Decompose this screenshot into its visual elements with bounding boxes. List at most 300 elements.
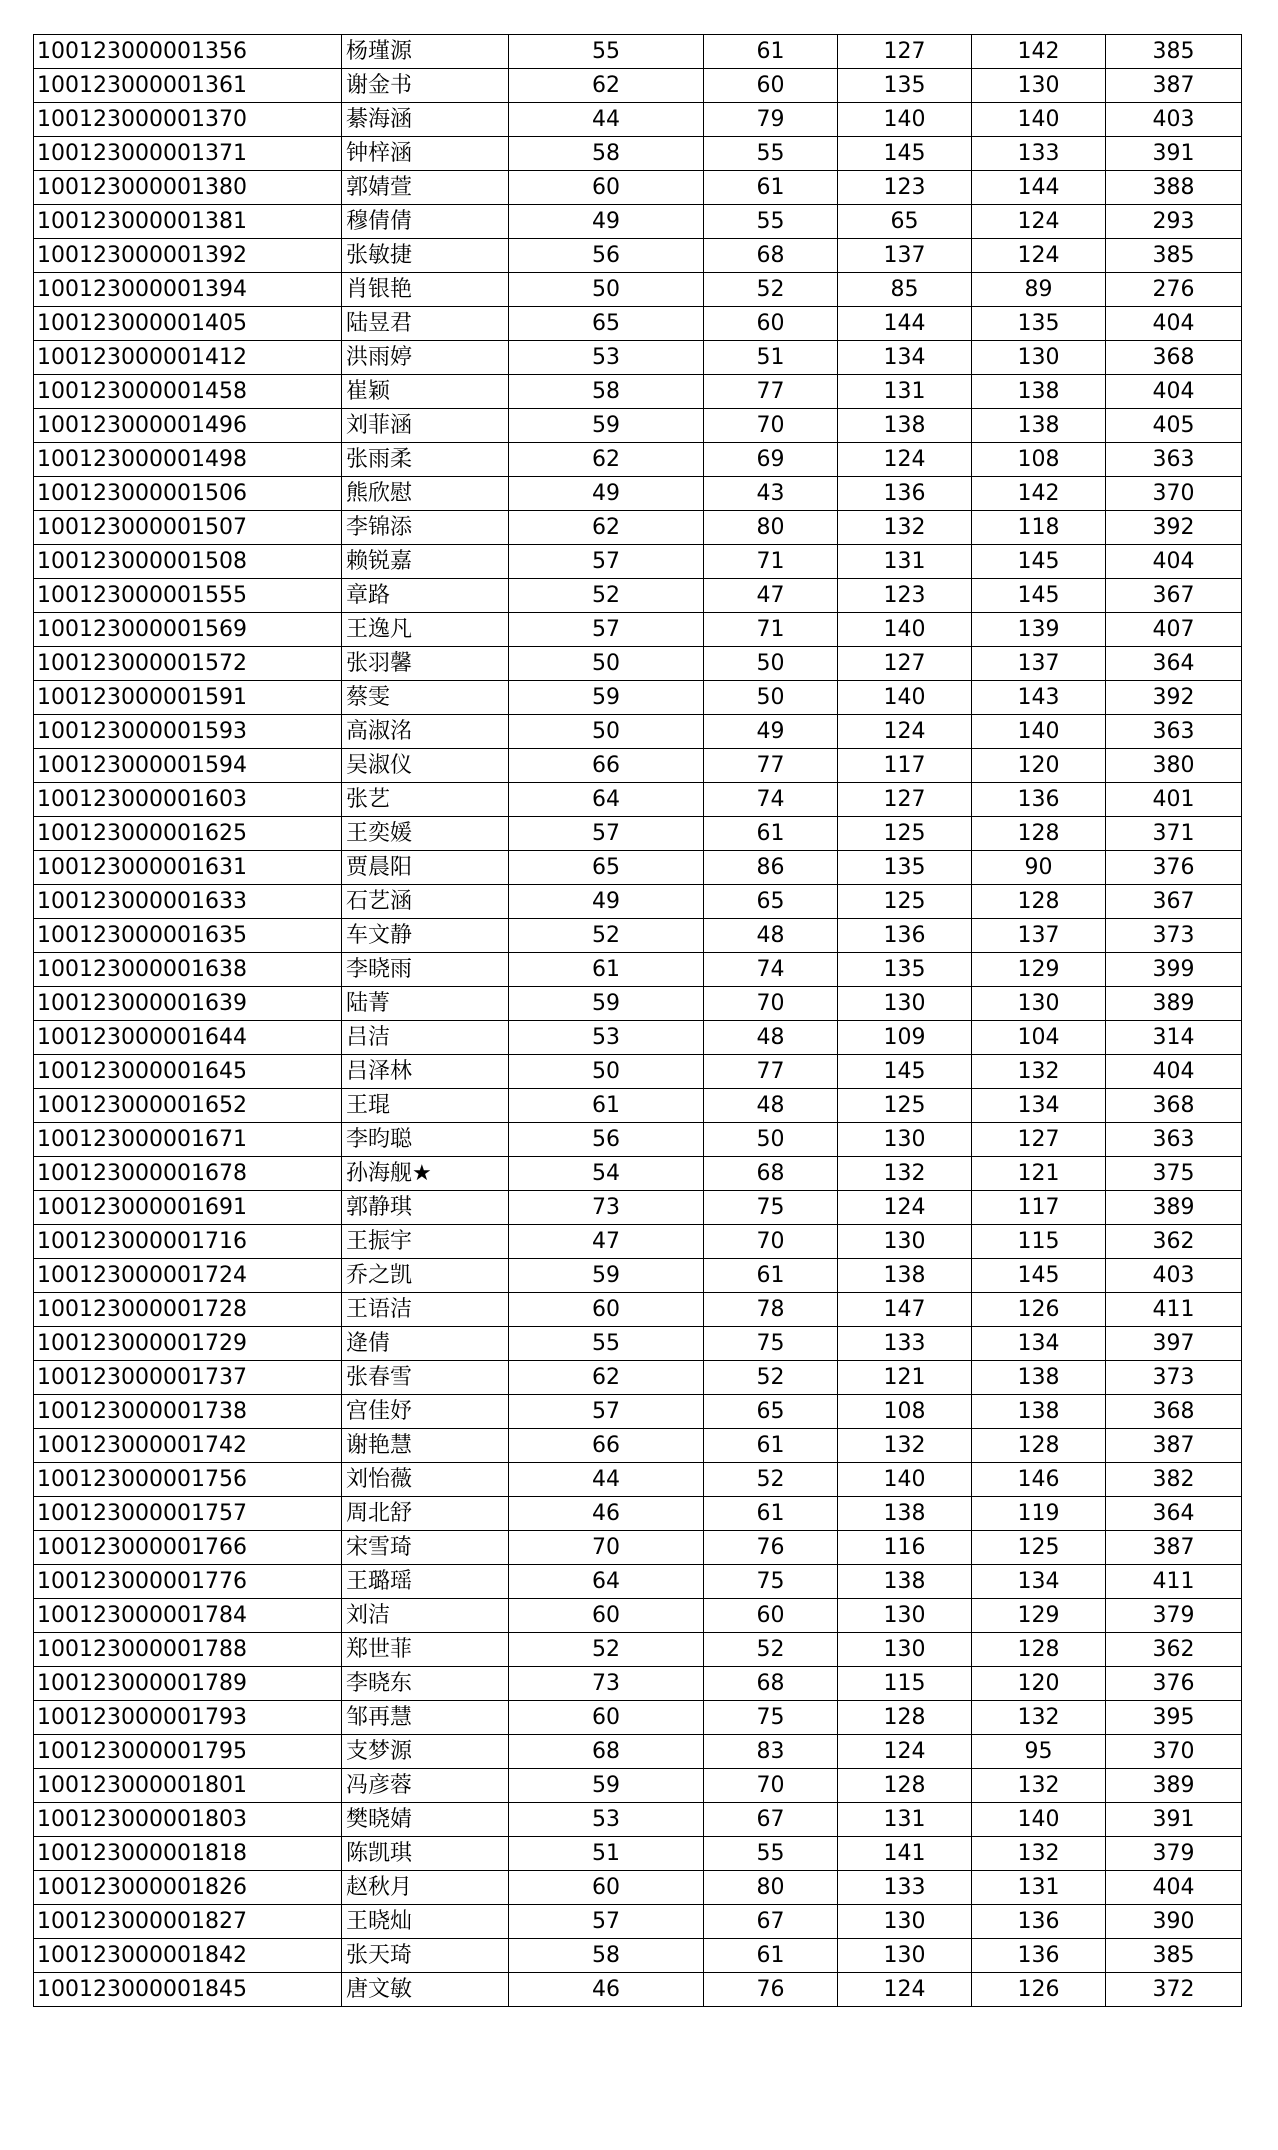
score-cell-3: 145 bbox=[838, 137, 972, 171]
exam-id-cell: 100123000001638 bbox=[34, 953, 342, 987]
score-cell-3: 115 bbox=[838, 1667, 972, 1701]
score-cell-3: 136 bbox=[838, 919, 972, 953]
table-row bbox=[34, 885, 1242, 919]
score-cell-2: 70 bbox=[704, 1769, 838, 1803]
score-cell-1: 62 bbox=[509, 443, 704, 477]
score-cell-4: 108 bbox=[972, 443, 1106, 477]
total-score-cell: 363 bbox=[1106, 443, 1242, 477]
score-cell-3: 130 bbox=[838, 1633, 972, 1667]
exam-id-cell: 100123000001635 bbox=[34, 919, 342, 953]
student-name-cell: 周北舒 bbox=[342, 1497, 509, 1531]
score-cell-4: 144 bbox=[972, 171, 1106, 205]
table-row bbox=[34, 1361, 1242, 1395]
score-cell-2: 61 bbox=[704, 817, 838, 851]
score-cell-2: 79 bbox=[704, 103, 838, 137]
score-cell-1: 52 bbox=[509, 1633, 704, 1667]
table-row bbox=[34, 1769, 1242, 1803]
score-cell-1: 59 bbox=[509, 1259, 704, 1293]
exam-id-cell: 100123000001631 bbox=[34, 851, 342, 885]
student-name-cell: 李晓东 bbox=[342, 1667, 509, 1701]
total-score-cell: 363 bbox=[1106, 715, 1242, 749]
student-name-cell: 肖银艳 bbox=[342, 273, 509, 307]
total-score-cell: 395 bbox=[1106, 1701, 1242, 1735]
score-cell-2: 68 bbox=[704, 239, 838, 273]
score-cell-1: 65 bbox=[509, 851, 704, 885]
student-name-cell: 陈凯琪 bbox=[342, 1837, 509, 1871]
score-cell-1: 58 bbox=[509, 1939, 704, 1973]
student-name-cell: 宫佳妤 bbox=[342, 1395, 509, 1429]
score-cell-4: 120 bbox=[972, 749, 1106, 783]
exam-id-cell: 100123000001737 bbox=[34, 1361, 342, 1395]
score-cell-4: 132 bbox=[972, 1701, 1106, 1735]
score-cell-4: 134 bbox=[972, 1089, 1106, 1123]
exam-id-cell: 100123000001757 bbox=[34, 1497, 342, 1531]
score-cell-4: 138 bbox=[972, 1361, 1106, 1395]
total-score-cell: 391 bbox=[1106, 1803, 1242, 1837]
score-cell-1: 52 bbox=[509, 579, 704, 613]
score-cell-3: 127 bbox=[838, 647, 972, 681]
exam-id-cell: 100123000001776 bbox=[34, 1565, 342, 1599]
exam-id-cell: 100123000001506 bbox=[34, 477, 342, 511]
student-name-cell: 张雨柔 bbox=[342, 443, 509, 477]
score-cell-1: 59 bbox=[509, 681, 704, 715]
exam-id-cell: 100123000001756 bbox=[34, 1463, 342, 1497]
score-cell-1: 61 bbox=[509, 1089, 704, 1123]
score-cell-1: 55 bbox=[509, 35, 704, 69]
table-row bbox=[34, 919, 1242, 953]
student-name-cell: 洪雨婷 bbox=[342, 341, 509, 375]
score-cell-4: 128 bbox=[972, 817, 1106, 851]
score-cell-1: 58 bbox=[509, 375, 704, 409]
student-name-cell: 王振宇 bbox=[342, 1225, 509, 1259]
student-name-cell: 孙海舰★ bbox=[342, 1157, 509, 1191]
score-cell-2: 67 bbox=[704, 1905, 838, 1939]
score-cell-2: 50 bbox=[704, 1123, 838, 1157]
score-cell-2: 55 bbox=[704, 1837, 838, 1871]
total-score-cell: 370 bbox=[1106, 1735, 1242, 1769]
exam-id-cell: 100123000001507 bbox=[34, 511, 342, 545]
score-cell-3: 135 bbox=[838, 953, 972, 987]
student-name-cell: 钟梓涵 bbox=[342, 137, 509, 171]
student-name-cell: 穆倩倩 bbox=[342, 205, 509, 239]
student-name-cell: 郭婧萱 bbox=[342, 171, 509, 205]
score-cell-1: 56 bbox=[509, 239, 704, 273]
score-cell-3: 125 bbox=[838, 1089, 972, 1123]
exam-id-cell: 100123000001381 bbox=[34, 205, 342, 239]
table-row bbox=[34, 1463, 1242, 1497]
table-row bbox=[34, 1871, 1242, 1905]
score-cell-3: 138 bbox=[838, 409, 972, 443]
table-row bbox=[34, 987, 1242, 1021]
total-score-cell: 372 bbox=[1106, 1973, 1242, 2007]
score-cell-4: 124 bbox=[972, 205, 1106, 239]
score-cell-2: 60 bbox=[704, 1599, 838, 1633]
score-cell-2: 51 bbox=[704, 341, 838, 375]
total-score-cell: 368 bbox=[1106, 341, 1242, 375]
exam-id-cell: 100123000001671 bbox=[34, 1123, 342, 1157]
score-cell-2: 70 bbox=[704, 987, 838, 1021]
exam-id-cell: 100123000001728 bbox=[34, 1293, 342, 1327]
exam-id-cell: 100123000001361 bbox=[34, 69, 342, 103]
score-cell-4: 145 bbox=[972, 545, 1106, 579]
score-cell-2: 77 bbox=[704, 1055, 838, 1089]
score-cell-2: 70 bbox=[704, 409, 838, 443]
score-cell-3: 124 bbox=[838, 1973, 972, 2007]
table-row bbox=[34, 409, 1242, 443]
total-score-cell: 401 bbox=[1106, 783, 1242, 817]
total-score-cell: 388 bbox=[1106, 171, 1242, 205]
score-cell-4: 132 bbox=[972, 1769, 1106, 1803]
table-row bbox=[34, 851, 1242, 885]
student-name-cell: 乔之凯 bbox=[342, 1259, 509, 1293]
score-cell-2: 61 bbox=[704, 35, 838, 69]
exam-id-cell: 100123000001818 bbox=[34, 1837, 342, 1871]
student-name-cell: 綦海涵 bbox=[342, 103, 509, 137]
exam-id-cell: 100123000001803 bbox=[34, 1803, 342, 1837]
table-row bbox=[34, 1157, 1242, 1191]
table-row bbox=[34, 1191, 1242, 1225]
score-cell-3: 131 bbox=[838, 1803, 972, 1837]
student-name-cell: 支梦源 bbox=[342, 1735, 509, 1769]
score-cell-2: 80 bbox=[704, 1871, 838, 1905]
exam-id-cell: 100123000001594 bbox=[34, 749, 342, 783]
student-name-cell: 王璐瑶 bbox=[342, 1565, 509, 1599]
score-cell-1: 68 bbox=[509, 1735, 704, 1769]
student-name-cell: 车文静 bbox=[342, 919, 509, 953]
total-score-cell: 403 bbox=[1106, 1259, 1242, 1293]
exam-id-cell: 100123000001716 bbox=[34, 1225, 342, 1259]
score-cell-1: 62 bbox=[509, 69, 704, 103]
score-cell-4: 115 bbox=[972, 1225, 1106, 1259]
total-score-cell: 404 bbox=[1106, 375, 1242, 409]
score-cell-4: 118 bbox=[972, 511, 1106, 545]
score-cell-2: 65 bbox=[704, 1395, 838, 1429]
exam-id-cell: 100123000001380 bbox=[34, 171, 342, 205]
score-cell-2: 52 bbox=[704, 1633, 838, 1667]
score-cell-4: 136 bbox=[972, 783, 1106, 817]
table-row bbox=[34, 1225, 1242, 1259]
score-cell-2: 55 bbox=[704, 137, 838, 171]
student-name-cell: 李晓雨 bbox=[342, 953, 509, 987]
student-name-cell: 陆菁 bbox=[342, 987, 509, 1021]
score-cell-3: 128 bbox=[838, 1701, 972, 1735]
score-cell-2: 61 bbox=[704, 1939, 838, 1973]
score-cell-4: 137 bbox=[972, 647, 1106, 681]
score-cell-3: 130 bbox=[838, 987, 972, 1021]
table-row bbox=[34, 715, 1242, 749]
score-cell-3: 116 bbox=[838, 1531, 972, 1565]
score-cell-4: 134 bbox=[972, 1565, 1106, 1599]
table-row bbox=[34, 1667, 1242, 1701]
score-cell-4: 130 bbox=[972, 69, 1106, 103]
table-row bbox=[34, 749, 1242, 783]
score-cell-1: 65 bbox=[509, 307, 704, 341]
table-row bbox=[34, 1429, 1242, 1463]
total-score-cell: 376 bbox=[1106, 1667, 1242, 1701]
score-cell-1: 73 bbox=[509, 1191, 704, 1225]
score-cell-2: 69 bbox=[704, 443, 838, 477]
score-cell-3: 130 bbox=[838, 1905, 972, 1939]
score-cell-4: 119 bbox=[972, 1497, 1106, 1531]
score-cell-2: 65 bbox=[704, 885, 838, 919]
score-cell-4: 104 bbox=[972, 1021, 1106, 1055]
total-score-cell: 363 bbox=[1106, 1123, 1242, 1157]
score-cell-1: 44 bbox=[509, 1463, 704, 1497]
score-cell-3: 124 bbox=[838, 1735, 972, 1769]
score-cell-4: 89 bbox=[972, 273, 1106, 307]
score-cell-3: 65 bbox=[838, 205, 972, 239]
exam-id-cell: 100123000001508 bbox=[34, 545, 342, 579]
total-score-cell: 368 bbox=[1106, 1395, 1242, 1429]
score-cell-4: 117 bbox=[972, 1191, 1106, 1225]
total-score-cell: 373 bbox=[1106, 919, 1242, 953]
exam-id-cell: 100123000001724 bbox=[34, 1259, 342, 1293]
score-cell-1: 60 bbox=[509, 1599, 704, 1633]
score-cell-4: 139 bbox=[972, 613, 1106, 647]
student-name-cell: 邹再慧 bbox=[342, 1701, 509, 1735]
exam-id-cell: 100123000001405 bbox=[34, 307, 342, 341]
exam-id-cell: 100123000001795 bbox=[34, 1735, 342, 1769]
table-row bbox=[34, 1599, 1242, 1633]
score-cell-4: 124 bbox=[972, 239, 1106, 273]
score-cell-3: 147 bbox=[838, 1293, 972, 1327]
student-name-cell: 王琨 bbox=[342, 1089, 509, 1123]
exam-id-cell: 100123000001742 bbox=[34, 1429, 342, 1463]
score-cell-1: 64 bbox=[509, 783, 704, 817]
student-name-cell: 郭静琪 bbox=[342, 1191, 509, 1225]
student-name-cell: 郑世菲 bbox=[342, 1633, 509, 1667]
score-cell-2: 74 bbox=[704, 953, 838, 987]
score-cell-3: 127 bbox=[838, 35, 972, 69]
total-score-cell: 362 bbox=[1106, 1225, 1242, 1259]
score-cell-3: 140 bbox=[838, 1463, 972, 1497]
score-cell-3: 145 bbox=[838, 1055, 972, 1089]
total-score-cell: 392 bbox=[1106, 681, 1242, 715]
score-cell-1: 56 bbox=[509, 1123, 704, 1157]
table-row bbox=[34, 545, 1242, 579]
score-cell-1: 57 bbox=[509, 1905, 704, 1939]
score-cell-2: 83 bbox=[704, 1735, 838, 1769]
total-score-cell: 404 bbox=[1106, 545, 1242, 579]
score-cell-1: 64 bbox=[509, 1565, 704, 1599]
score-cell-1: 52 bbox=[509, 919, 704, 953]
score-cell-3: 130 bbox=[838, 1225, 972, 1259]
score-cell-4: 131 bbox=[972, 1871, 1106, 1905]
table-row bbox=[34, 1021, 1242, 1055]
total-score-cell: 385 bbox=[1106, 35, 1242, 69]
score-cell-2: 75 bbox=[704, 1327, 838, 1361]
table-row bbox=[34, 1055, 1242, 1089]
total-score-cell: 370 bbox=[1106, 477, 1242, 511]
student-name-cell: 王晓灿 bbox=[342, 1905, 509, 1939]
table-row bbox=[34, 239, 1242, 273]
score-cell-1: 59 bbox=[509, 409, 704, 443]
table-row bbox=[34, 1089, 1242, 1123]
score-cell-4: 140 bbox=[972, 715, 1106, 749]
score-cell-3: 133 bbox=[838, 1327, 972, 1361]
score-cell-4: 135 bbox=[972, 307, 1106, 341]
score-cell-4: 142 bbox=[972, 35, 1106, 69]
score-cell-3: 121 bbox=[838, 1361, 972, 1395]
score-cell-3: 127 bbox=[838, 783, 972, 817]
score-cell-2: 80 bbox=[704, 511, 838, 545]
score-cell-4: 125 bbox=[972, 1531, 1106, 1565]
score-cell-4: 145 bbox=[972, 579, 1106, 613]
exam-id-cell: 100123000001644 bbox=[34, 1021, 342, 1055]
exam-id-cell: 100123000001458 bbox=[34, 375, 342, 409]
total-score-cell: 404 bbox=[1106, 1871, 1242, 1905]
score-cell-3: 130 bbox=[838, 1123, 972, 1157]
score-cell-2: 61 bbox=[704, 1259, 838, 1293]
exam-id-cell: 100123000001826 bbox=[34, 1871, 342, 1905]
table-row bbox=[34, 1497, 1242, 1531]
score-cell-2: 50 bbox=[704, 647, 838, 681]
score-cell-2: 60 bbox=[704, 307, 838, 341]
total-score-cell: 405 bbox=[1106, 409, 1242, 443]
score-cell-1: 66 bbox=[509, 1429, 704, 1463]
score-cell-4: 132 bbox=[972, 1837, 1106, 1871]
score-cell-1: 47 bbox=[509, 1225, 704, 1259]
exam-id-cell: 100123000001412 bbox=[34, 341, 342, 375]
exam-id-cell: 100123000001603 bbox=[34, 783, 342, 817]
score-cell-2: 48 bbox=[704, 1021, 838, 1055]
score-table bbox=[33, 34, 1242, 2007]
score-cell-3: 108 bbox=[838, 1395, 972, 1429]
score-cell-3: 130 bbox=[838, 1599, 972, 1633]
student-name-cell: 张天琦 bbox=[342, 1939, 509, 1973]
score-cell-2: 68 bbox=[704, 1157, 838, 1191]
score-cell-4: 90 bbox=[972, 851, 1106, 885]
table-row bbox=[34, 1123, 1242, 1157]
student-name-cell: 章路 bbox=[342, 579, 509, 613]
table-row bbox=[34, 443, 1242, 477]
score-cell-1: 55 bbox=[509, 1327, 704, 1361]
exam-id-cell: 100123000001678 bbox=[34, 1157, 342, 1191]
total-score-cell: 407 bbox=[1106, 613, 1242, 647]
student-name-cell: 蔡雯 bbox=[342, 681, 509, 715]
table-row bbox=[34, 1803, 1242, 1837]
score-cell-1: 49 bbox=[509, 205, 704, 239]
score-cell-3: 138 bbox=[838, 1565, 972, 1599]
total-score-cell: 385 bbox=[1106, 1939, 1242, 1973]
score-cell-4: 126 bbox=[972, 1973, 1106, 2007]
table-row bbox=[34, 1531, 1242, 1565]
score-cell-3: 141 bbox=[838, 1837, 972, 1871]
score-cell-3: 144 bbox=[838, 307, 972, 341]
score-cell-3: 135 bbox=[838, 69, 972, 103]
score-cell-2: 67 bbox=[704, 1803, 838, 1837]
score-cell-1: 59 bbox=[509, 987, 704, 1021]
score-cell-3: 124 bbox=[838, 715, 972, 749]
total-score-cell: 411 bbox=[1106, 1565, 1242, 1599]
table-row bbox=[34, 647, 1242, 681]
score-cell-2: 78 bbox=[704, 1293, 838, 1327]
score-cell-2: 76 bbox=[704, 1973, 838, 2007]
score-cell-1: 60 bbox=[509, 1293, 704, 1327]
total-score-cell: 379 bbox=[1106, 1837, 1242, 1871]
score-cell-2: 61 bbox=[704, 1497, 838, 1531]
score-cell-3: 85 bbox=[838, 273, 972, 307]
score-cell-3: 132 bbox=[838, 1429, 972, 1463]
score-cell-2: 48 bbox=[704, 919, 838, 953]
table-row bbox=[34, 953, 1242, 987]
student-name-cell: 谢金书 bbox=[342, 69, 509, 103]
score-cell-1: 62 bbox=[509, 1361, 704, 1395]
score-cell-3: 140 bbox=[838, 103, 972, 137]
score-cell-1: 50 bbox=[509, 1055, 704, 1089]
score-cell-1: 51 bbox=[509, 1837, 704, 1871]
total-score-cell: 367 bbox=[1106, 579, 1242, 613]
student-name-cell: 谢艳慧 bbox=[342, 1429, 509, 1463]
table-row bbox=[34, 1701, 1242, 1735]
exam-id-cell: 100123000001789 bbox=[34, 1667, 342, 1701]
score-cell-2: 75 bbox=[704, 1565, 838, 1599]
score-cell-1: 61 bbox=[509, 953, 704, 987]
total-score-cell: 364 bbox=[1106, 647, 1242, 681]
score-cell-1: 50 bbox=[509, 273, 704, 307]
score-cell-3: 124 bbox=[838, 443, 972, 477]
score-cell-1: 59 bbox=[509, 1769, 704, 1803]
score-cell-1: 49 bbox=[509, 477, 704, 511]
score-cell-2: 47 bbox=[704, 579, 838, 613]
score-cell-1: 70 bbox=[509, 1531, 704, 1565]
table-row bbox=[34, 205, 1242, 239]
score-cell-4: 140 bbox=[972, 103, 1106, 137]
score-cell-4: 129 bbox=[972, 1599, 1106, 1633]
student-name-cell: 张艺 bbox=[342, 783, 509, 817]
score-cell-3: 131 bbox=[838, 375, 972, 409]
student-name-cell: 逄倩 bbox=[342, 1327, 509, 1361]
table-row bbox=[34, 1395, 1242, 1429]
score-table-body bbox=[34, 35, 1242, 2007]
exam-id-cell: 100123000001729 bbox=[34, 1327, 342, 1361]
student-name-cell: 宋雪琦 bbox=[342, 1531, 509, 1565]
score-cell-1: 57 bbox=[509, 817, 704, 851]
table-row bbox=[34, 35, 1242, 69]
table-row bbox=[34, 1973, 1242, 2007]
score-cell-3: 109 bbox=[838, 1021, 972, 1055]
total-score-cell: 404 bbox=[1106, 307, 1242, 341]
total-score-cell: 387 bbox=[1106, 69, 1242, 103]
total-score-cell: 367 bbox=[1106, 885, 1242, 919]
total-score-cell: 389 bbox=[1106, 1191, 1242, 1225]
score-cell-1: 60 bbox=[509, 171, 704, 205]
exam-id-cell: 100123000001645 bbox=[34, 1055, 342, 1089]
score-cell-3: 128 bbox=[838, 1769, 972, 1803]
student-name-cell: 张春雪 bbox=[342, 1361, 509, 1395]
table-row bbox=[34, 1633, 1242, 1667]
student-name-cell: 高淑洺 bbox=[342, 715, 509, 749]
score-cell-4: 130 bbox=[972, 987, 1106, 1021]
score-cell-3: 136 bbox=[838, 477, 972, 511]
exam-id-cell: 100123000001639 bbox=[34, 987, 342, 1021]
exam-id-cell: 100123000001370 bbox=[34, 103, 342, 137]
table-row bbox=[34, 1905, 1242, 1939]
score-cell-1: 53 bbox=[509, 1803, 704, 1837]
score-cell-3: 123 bbox=[838, 579, 972, 613]
total-score-cell: 397 bbox=[1106, 1327, 1242, 1361]
student-name-cell: 冯彦蓉 bbox=[342, 1769, 509, 1803]
score-cell-2: 50 bbox=[704, 681, 838, 715]
score-cell-2: 75 bbox=[704, 1191, 838, 1225]
score-cell-2: 52 bbox=[704, 1463, 838, 1497]
score-cell-4: 138 bbox=[972, 375, 1106, 409]
table-row bbox=[34, 613, 1242, 647]
student-name-cell: 李锦添 bbox=[342, 511, 509, 545]
total-score-cell: 399 bbox=[1106, 953, 1242, 987]
student-name-cell: 陆昱君 bbox=[342, 307, 509, 341]
score-cell-4: 134 bbox=[972, 1327, 1106, 1361]
